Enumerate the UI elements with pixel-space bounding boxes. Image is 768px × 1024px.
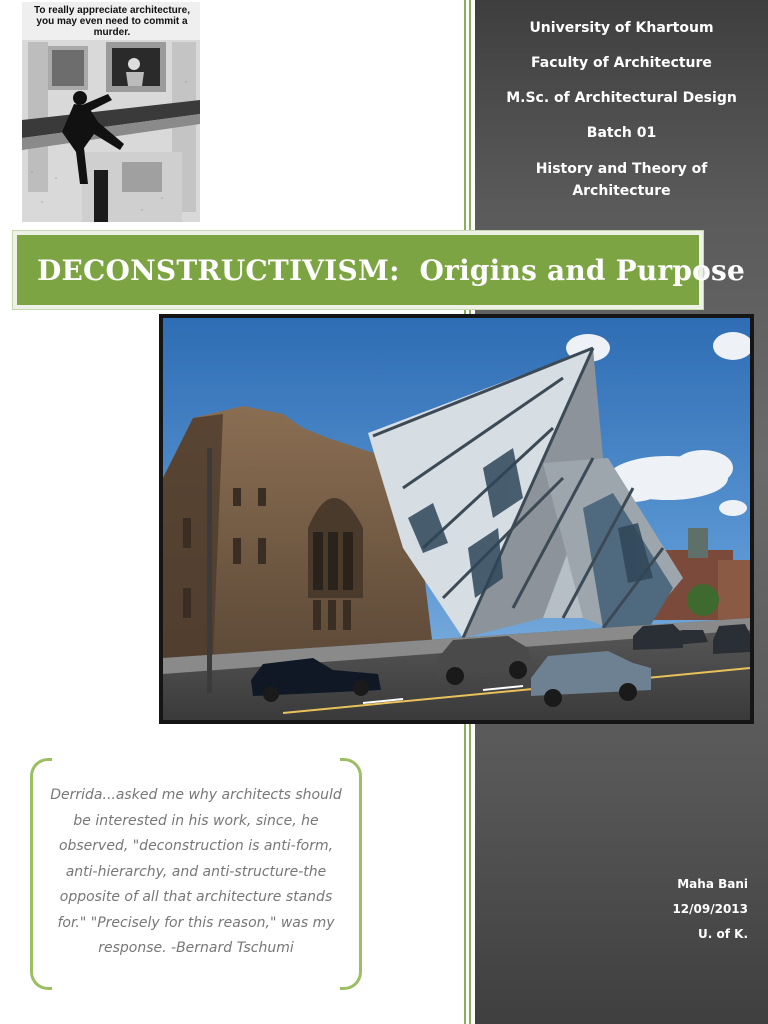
author-institution: U. of K. <box>698 927 748 941</box>
institution-info <box>475 18 768 202</box>
quote-block <box>30 758 362 990</box>
course-name: History and Theory of Architecture <box>535 161 708 199</box>
clipping-caption: To really appreciate architecture, you may even need to commit a murder. <box>34 5 190 38</box>
document-date: 12/09/2013 <box>672 902 748 916</box>
tschumi-quote: Derrida...asked me why architects should be interested in his work, since, he observed, "deconstruction is anti-form, anti-hierarchy, and anti-structure-the opposite of all that architecture stands for." "Precisely for this reason," was my response. -Bernard Tschumi <box>50 787 342 956</box>
faculty-name: Faculty of Architecture <box>531 55 712 71</box>
deconstructivist-building-illustration <box>163 318 750 720</box>
batch-label: Batch 01 <box>586 125 657 141</box>
author-info <box>672 876 748 951</box>
building-photo <box>159 314 754 724</box>
program-name: M.Sc. of Architectural Design <box>506 90 737 106</box>
newspaper-clipping-image <box>22 2 200 222</box>
document-title: DECONSTRUCTIVISM: Origins and Purpose <box>37 253 746 287</box>
author-name: Maha Bani <box>677 877 748 891</box>
university-name: University of Khartoum <box>529 20 714 36</box>
title-banner <box>13 231 746 309</box>
